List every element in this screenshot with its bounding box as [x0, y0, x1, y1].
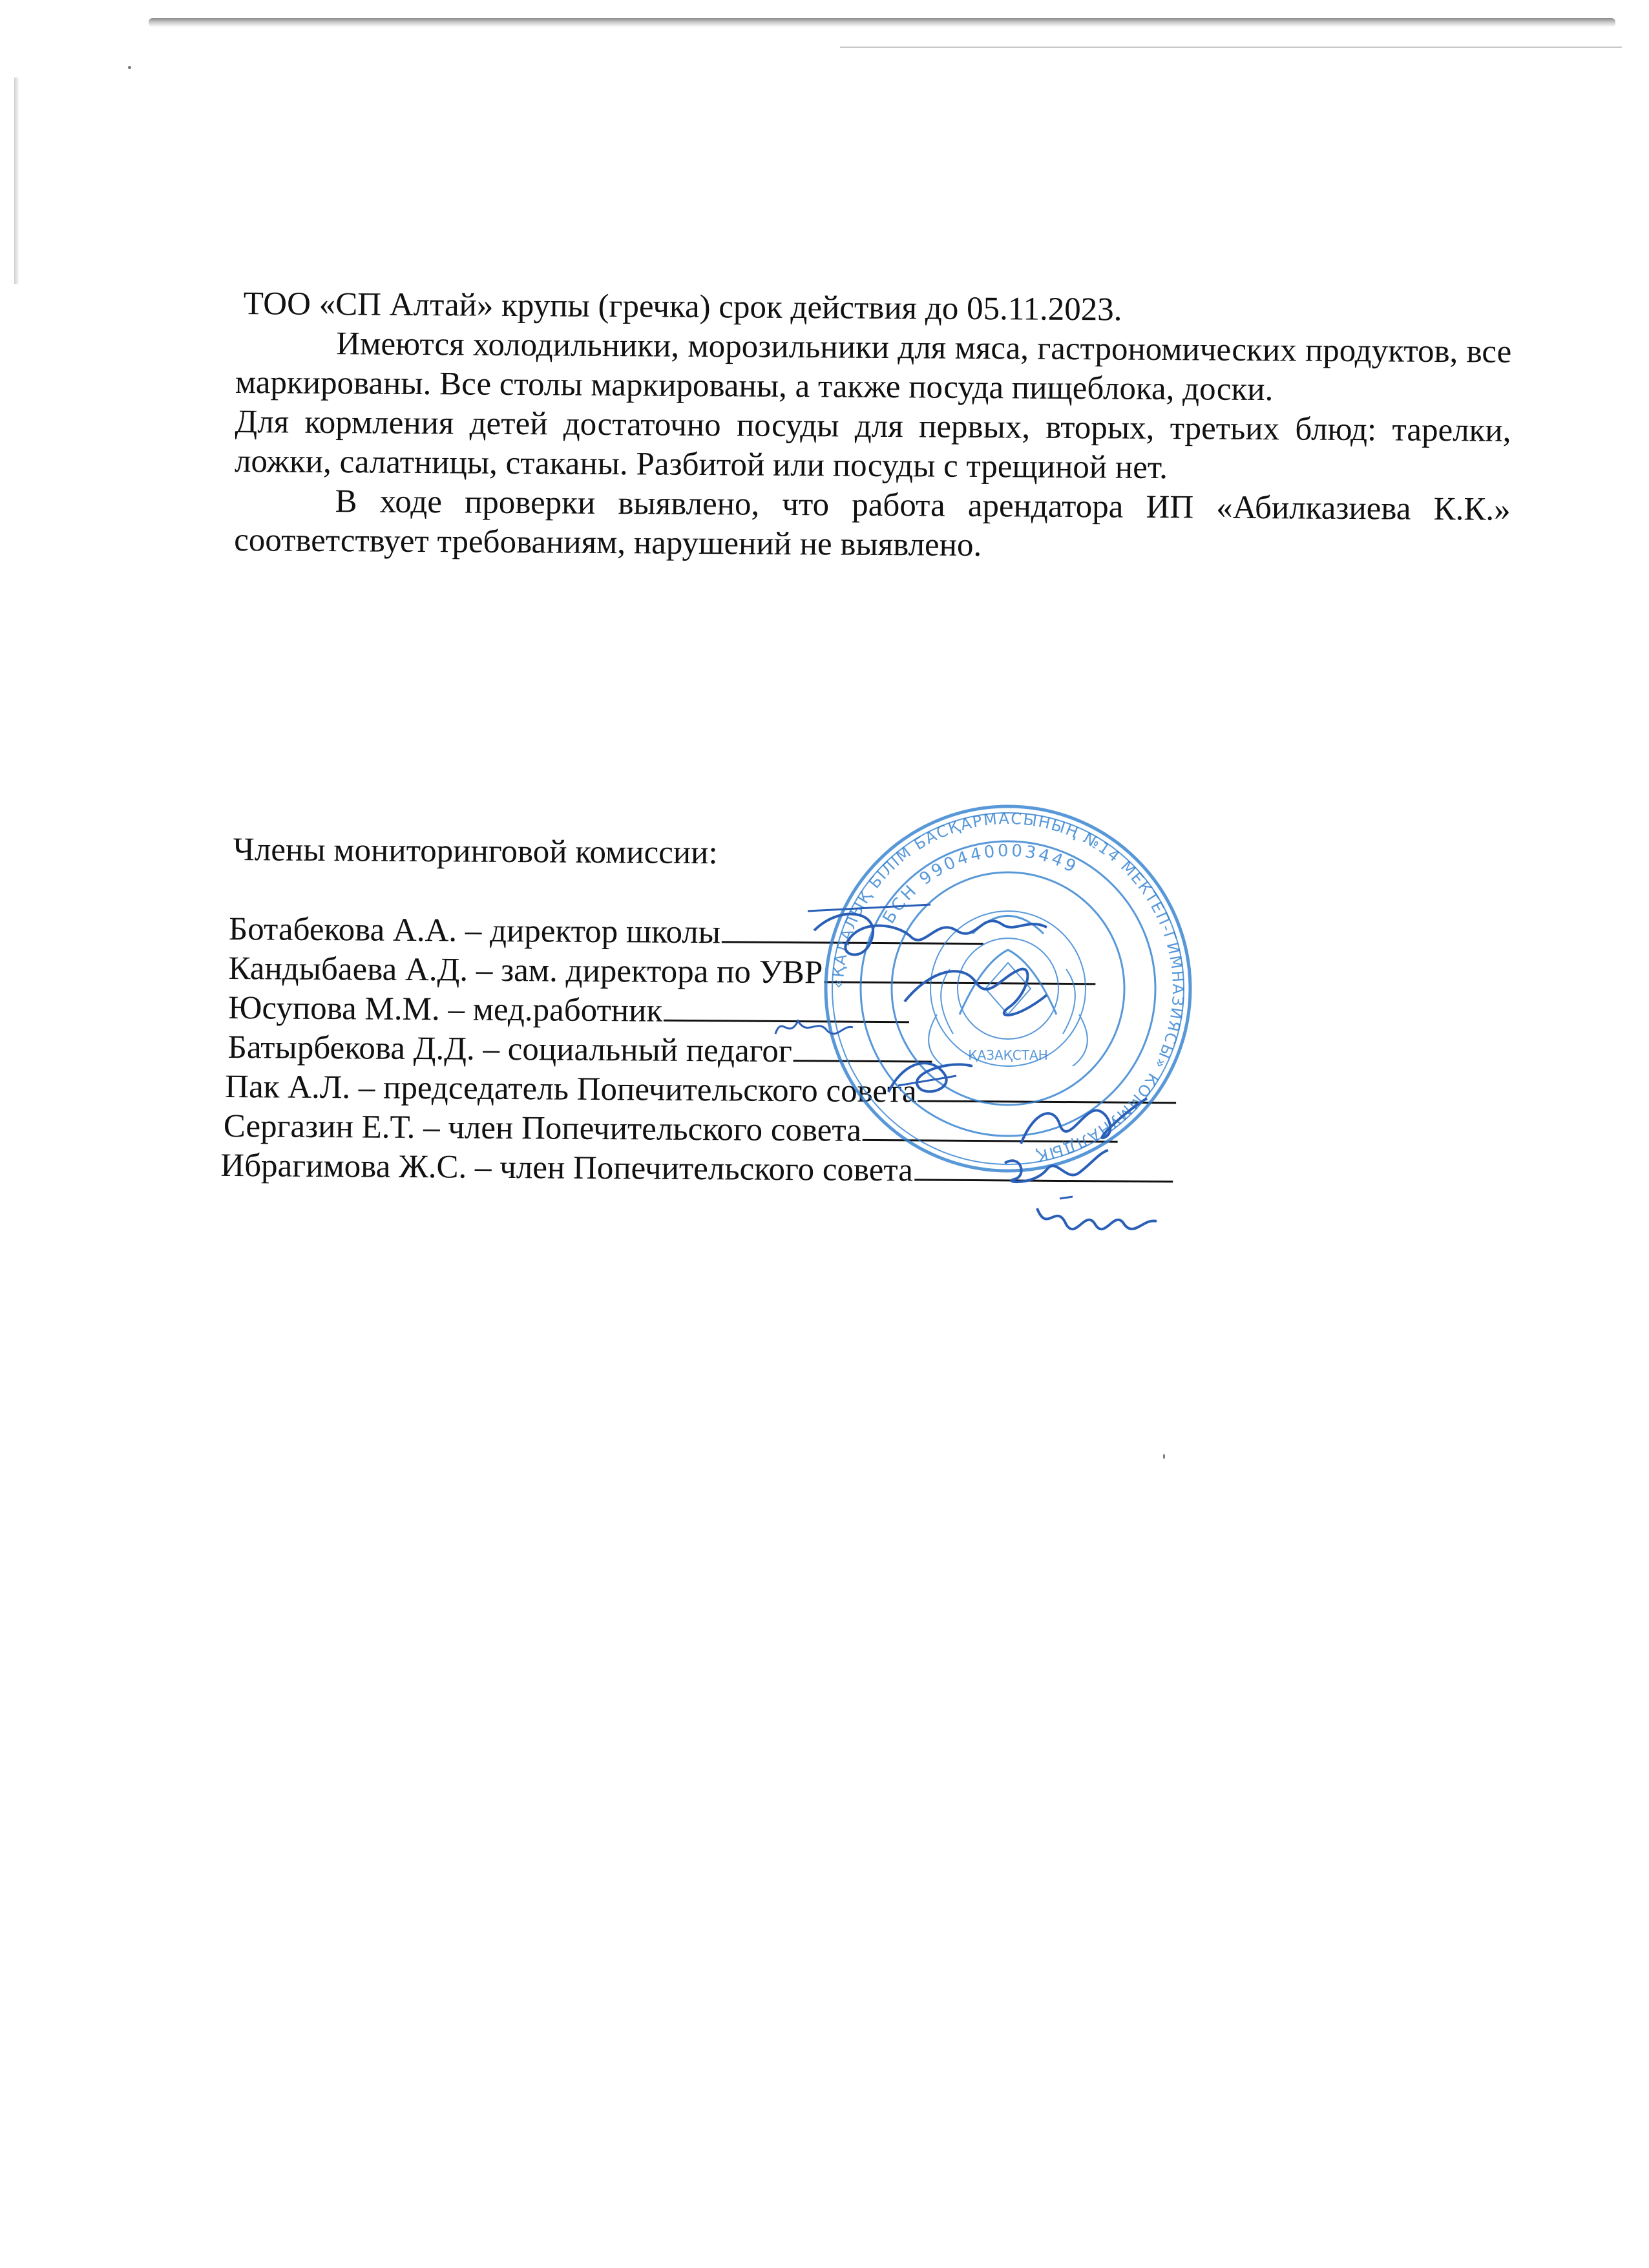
signature-ibragimova: [1027, 1189, 1163, 1247]
member-name: Кандыбаева А.Д. – зам. директора по УВР: [228, 950, 823, 991]
scan-line-top: [840, 47, 1622, 48]
paragraph-conclusion: В ходе проверки выявлено, что работа арендатора ИП «Абилказиева К.К.» соответствует требованиям, нарушений не выявлено.: [234, 483, 1511, 564]
paragraph-supplier: ТОО «СП Алтай» крупы (гречка) срок действия до 05.11.2023.: [243, 286, 1122, 328]
document-body: [234, 284, 1512, 569]
scan-speck: [128, 66, 131, 69]
stamp-center-text: ҚАЗАҚСТАН: [968, 1047, 1048, 1063]
scan-speck: [1163, 1454, 1165, 1459]
member-name: Пак А.Л. – председатель Попечительского совета: [225, 1068, 917, 1110]
signature-sergazin: [995, 1137, 1118, 1195]
scan-edge-left: [14, 78, 19, 284]
scan-edge-top: [149, 18, 1615, 27]
paragraph-dishes: Для кормления детей достаточно посуды для первых, вторых, третьих блюд: тарелки, ложки, салатницы, стаканы. Разбитой или посуды с трещиной нет.: [234, 403, 1511, 487]
commission-title: Члены мониторинговой комиссии:: [233, 832, 718, 872]
member-name: Юсупова М.М. – мед.работник: [227, 989, 663, 1029]
signature-batyrbekova: [879, 1047, 982, 1105]
stamp-outer-text: «ҚАЛАЛЫҚ БІЛІМ БАСҚАРМАСЫНЫҢ №14 МЕКТЕП-ГИМНАЗИЯСЫ» КОММУНАЛДЫҚ: [828, 809, 1188, 1166]
member-name: Сергазин Е.Т. – член Попечительского совета: [223, 1108, 862, 1149]
stamp-inner-text: БСН 990440003449: [879, 841, 1082, 927]
member-name: Ибрагимова Ж.С. – член Попечительского совета: [220, 1147, 914, 1189]
signature-kandybaeva: [892, 950, 1086, 1034]
member-name: Батырбекова Д.Д. – социальный педагог: [227, 1029, 792, 1070]
member-name: Ботабекова А.А. – директор школы: [228, 910, 721, 951]
paragraph-equipment: Имеются холодильники, морозильники для мяса, гастрономических продуктов, все маркированы. Все столы маркированы, а также посуда пищеблока, доски.: [235, 326, 1512, 408]
signature-yusupova: [769, 1008, 859, 1047]
